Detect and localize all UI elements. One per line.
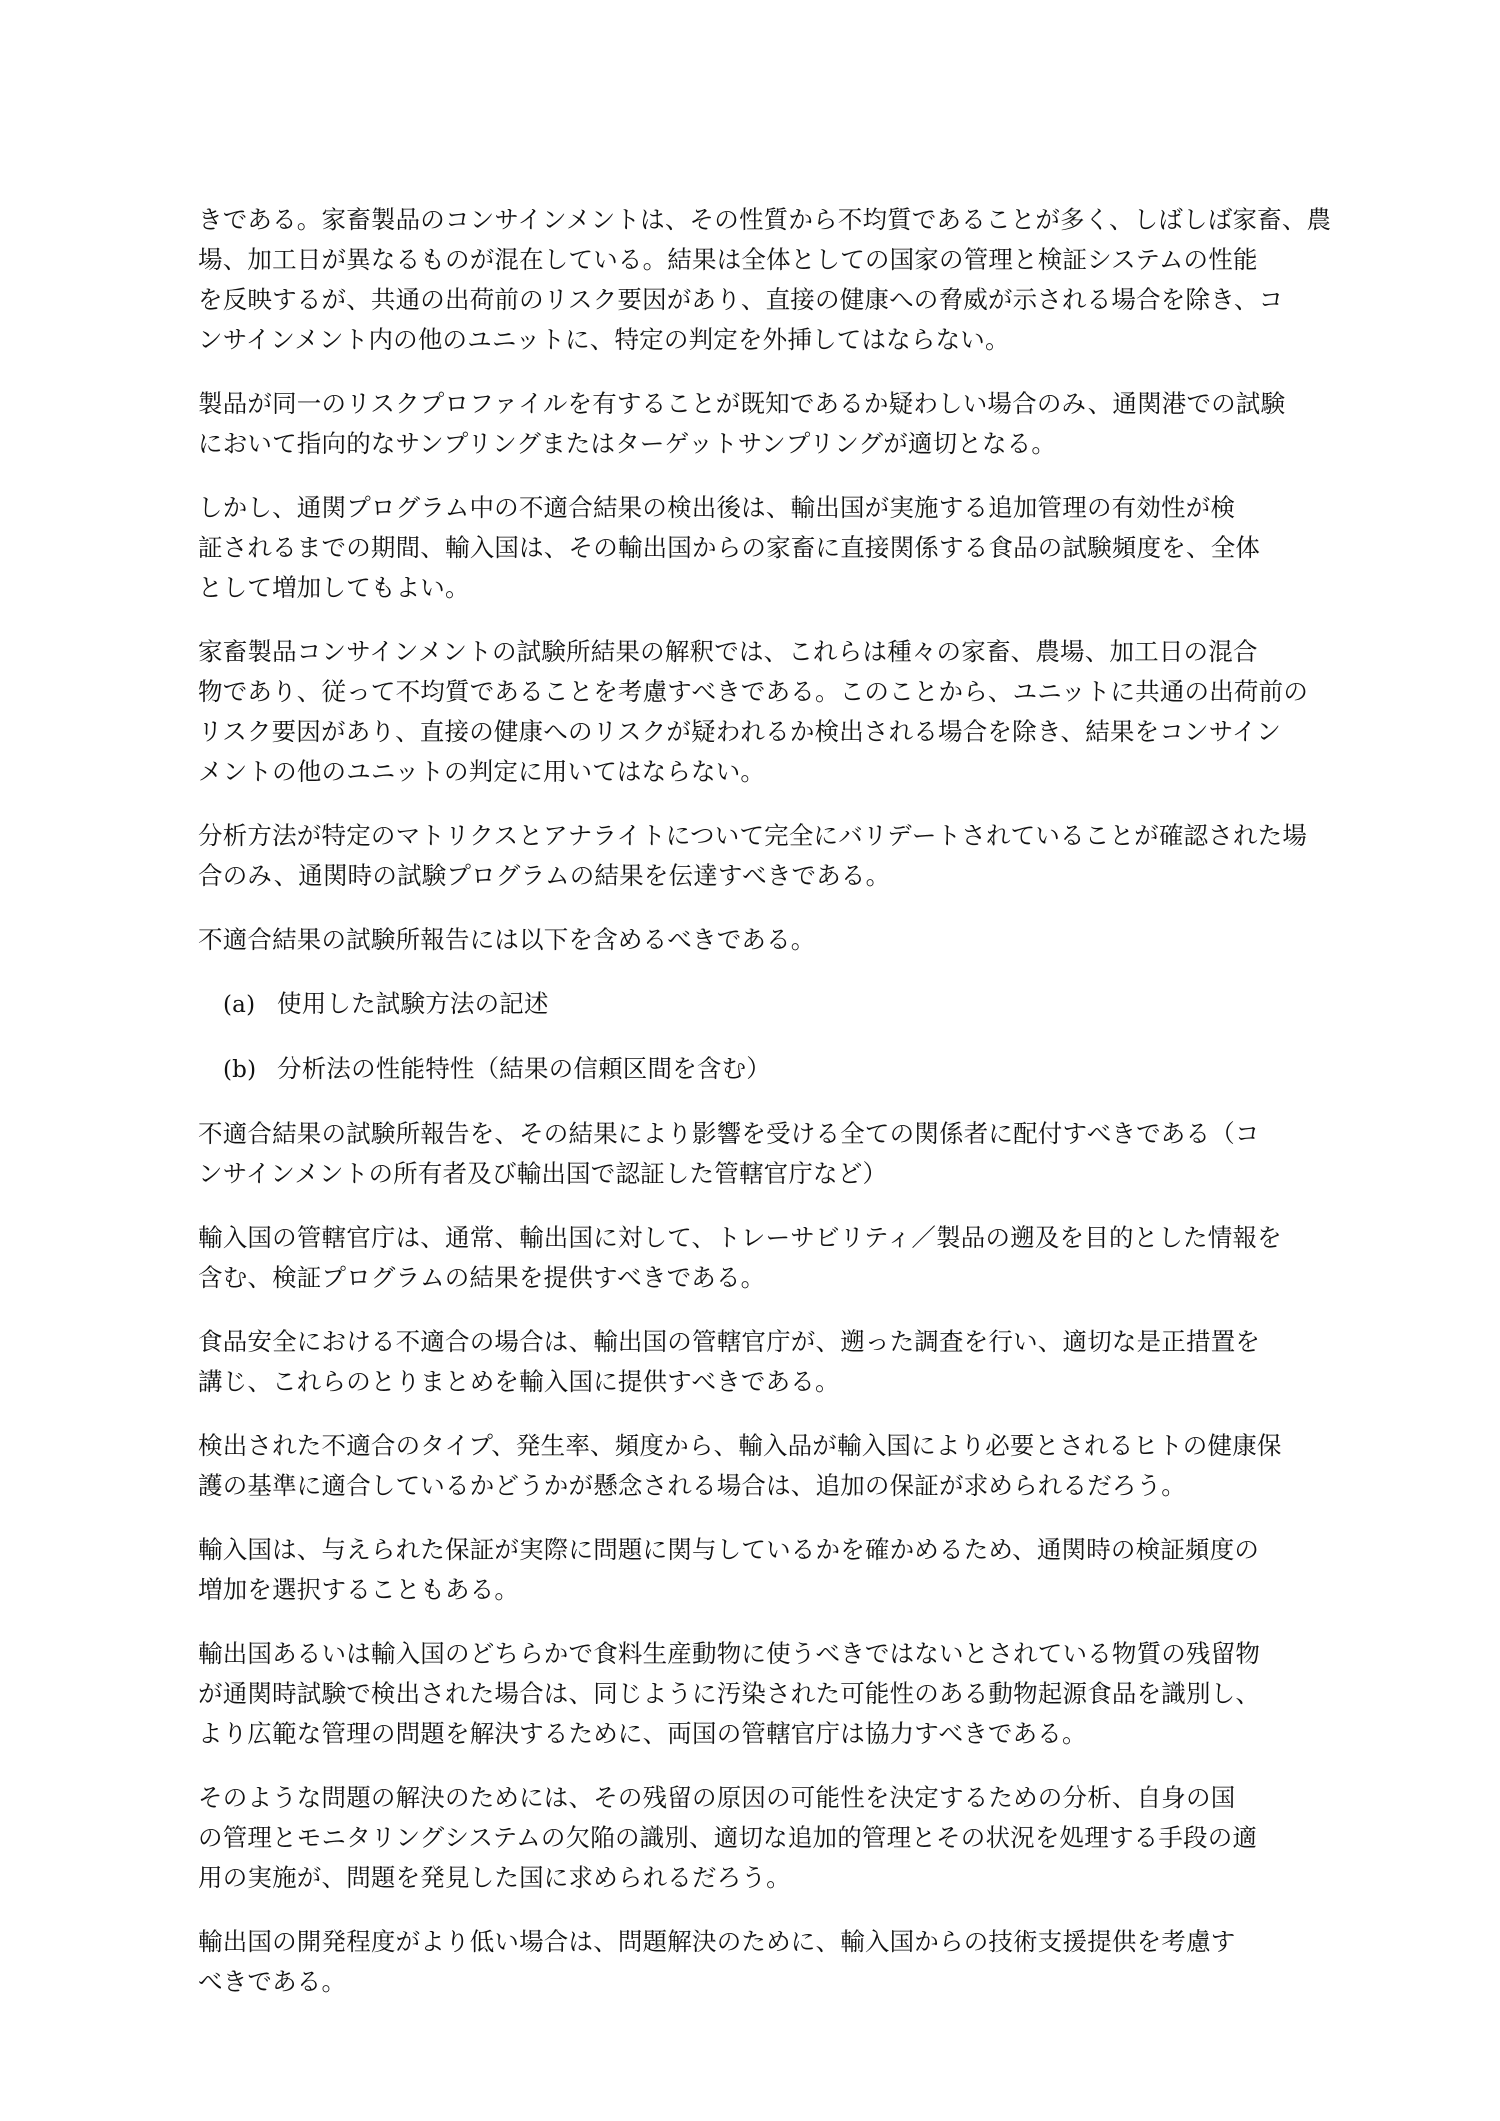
- paragraphs-after-list: [198, 1114, 1373, 2002]
- body-paragraph: [198, 1218, 1373, 1298]
- paragraph-line: 輸入国の管轄官庁は、通常、輸出国に対して、トレーサビリティ／製品の遡及を目的とした情報を: [198, 1223, 1282, 1252]
- paragraph-line: 製品が同一のリスクプロファイルを有することが既知であるか疑わしい場合のみ、通関港での試験: [198, 389, 1286, 418]
- body-paragraph: [198, 920, 1373, 960]
- paragraph-line: 護の基準に適合しているかどうかが懸念される場合は、追加の保証が求められるだろう。: [198, 1471, 1186, 1500]
- paragraph-line: 家畜製品コンサインメントの試験所結果の解釈では、これらは種々の家畜、農場、加工日の混合: [198, 637, 1258, 666]
- paragraph-line: 講じ、これらのとりまとめを輸入国に提供すべきである。: [198, 1367, 840, 1396]
- paragraph-line: 増加を選択することもある。: [198, 1575, 520, 1604]
- paragraph-line: 輸出国あるいは輸入国のどちらかで食料生産動物に使うべきではないとされている物質の残留物: [198, 1639, 1261, 1668]
- paragraph-line: きである。家畜製品のコンサインメントは、その性質から不均質であることが多く、しばしば家畜、農: [198, 205, 1332, 234]
- paragraph-line: ンサインメント内の他のユニットに、特定の判定を外挿してはならない。: [198, 325, 1010, 354]
- list-item-text: 分析法の性能特性（結果の信頼区間を含む）: [277, 1054, 771, 1083]
- body-paragraph: [198, 1426, 1373, 1506]
- paragraph-line: 合のみ、通関時の試験プログラムの結果を伝達すべきである。: [198, 861, 891, 890]
- paragraph-line: を反映するが、共通の出荷前のリスク要因があり、直接の健康への脅威が示される場合を除き、コ: [198, 285, 1284, 314]
- paragraph-line: 含む、検証プログラムの結果を提供すべきである。: [198, 1263, 766, 1292]
- paragraph-line: そのような問題の解決のためには、その残留の原因の可能性を決定するための分析、自身の国: [198, 1783, 1236, 1812]
- paragraph-line: リスク要因があり、直接の健康へのリスクが疑われるか検出される場合を除き、結果をコンサイン: [198, 717, 1282, 746]
- paragraph-line: が通関時試験で検出された場合は、同じように汚染された可能性のある動物起源食品を識別し、: [198, 1679, 1261, 1708]
- paragraph-line: 場、加工日が異なるものが混在している。結果は全体としての国家の管理と検証システムの性能: [198, 245, 1258, 274]
- required-contents-list: [198, 984, 1373, 1090]
- paragraph-line: において指向的なサンプリングまたはターゲットサンプリングが適切となる。: [198, 429, 1057, 458]
- body-paragraph: [198, 1114, 1373, 1194]
- paragraph-line: ンサインメントの所有者及び輸出国で認証した管轄官庁など）: [198, 1159, 888, 1188]
- body-paragraph: [198, 1322, 1373, 1402]
- paragraph-line: 不適合結果の試験所報告には以下を含めるべきである。: [198, 925, 816, 954]
- paragraph-line: の管理とモニタリングシステムの欠陥の識別、適切な追加的管理とその状況を処理する手段の適: [198, 1823, 1258, 1852]
- body-paragraph: [198, 816, 1373, 896]
- list-marker: (a): [223, 992, 256, 1018]
- paragraph-line: しかし、通関プログラム中の不適合結果の検出後は、輸出国が実施する追加管理の有効性が検: [198, 493, 1236, 522]
- body-paragraph: [198, 1634, 1373, 1754]
- paragraph-line: 証されるまでの期間、輸入国は、その輸出国からの家畜に直接関係する食品の試験頻度を、全体: [198, 533, 1261, 562]
- body-paragraph: [198, 1530, 1373, 1610]
- paragraph-line: べきである。: [198, 1967, 347, 1996]
- body-paragraph: [198, 632, 1373, 792]
- list-marker: (b): [223, 1057, 257, 1083]
- paragraph-line: 輸入国は、与えられた保証が実際に問題に関与しているかを確かめるため、通関時の検証頻度の: [198, 1535, 1260, 1564]
- paragraph-line: 輸出国の開発程度がより低い場合は、問題解決のために、輸入国からの技術支援提供を考慮す: [198, 1927, 1236, 1956]
- paragraph-line: より広範な管理の問題を解決するために、両国の管轄官庁は協力すべきである。: [198, 1719, 1087, 1748]
- body-paragraph: [198, 1922, 1373, 2002]
- body-paragraph: [198, 384, 1373, 464]
- document-page: [198, 200, 1373, 2026]
- paragraph-line: 分析方法が特定のマトリクスとアナライトについて完全にバリデートされていることが確認された場: [198, 821, 1308, 850]
- body-paragraph: [198, 1778, 1373, 1898]
- paragraph-line: 食品安全における不適合の場合は、輸出国の管轄官庁が、遡った調査を行い、適切な是正措置を: [198, 1327, 1261, 1356]
- paragraph-line: 不適合結果の試験所報告を、その結果により影響を受ける全ての関係者に配付すべきである（コ: [198, 1119, 1260, 1148]
- paragraph-line: 検出された不適合のタイプ、発生率、頻度から、輸入品が輸入国により必要とされるヒトの健康保: [198, 1431, 1282, 1460]
- list-item: [198, 1049, 1373, 1090]
- body-paragraph: [198, 488, 1373, 608]
- list-item: [198, 984, 1373, 1025]
- paragraph-line: として増加してもよい。: [198, 573, 470, 602]
- paragraph-line: 用の実施が、問題を発見した国に求められるだろう。: [198, 1863, 791, 1892]
- list-item-text: 使用した試験方法の記述: [277, 989, 549, 1018]
- paragraph-line: 物であり、従って不均質であることを考慮すべきである。このことから、ユニットに共通の出荷前の: [198, 677, 1309, 706]
- paragraphs-before-list: [198, 200, 1373, 960]
- body-paragraph: [198, 200, 1373, 360]
- paragraph-line: メントの他のユニットの判定に用いてはならない。: [198, 757, 766, 786]
